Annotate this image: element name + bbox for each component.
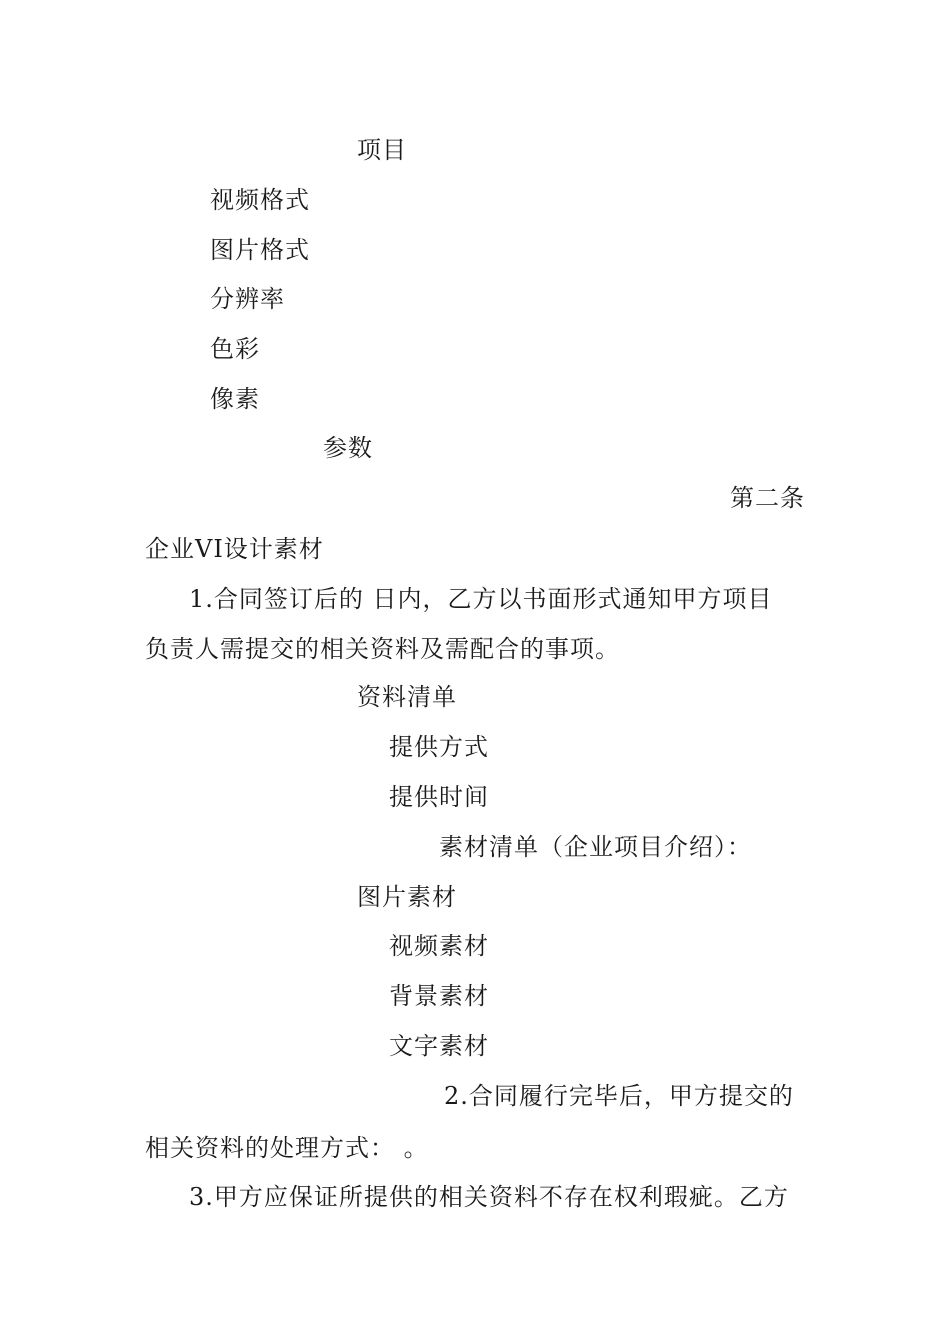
article-title: 企业VI设计素材 xyxy=(145,535,324,563)
material-item-images: 图片素材 xyxy=(357,883,457,911)
clause-2-line-1: 2.合同履行完毕后，甲方提交的 xyxy=(444,1082,794,1110)
table-row-video-format: 视频格式 xyxy=(210,186,310,214)
material-item-background: 背景素材 xyxy=(389,982,489,1010)
materials-list-header: 资料清单 xyxy=(357,683,457,711)
clause-3-line-1: 3.甲方应保证所提供的相关资料不存在权利瑕疵。乙方 xyxy=(189,1183,789,1211)
clause-1-line-1: 1.合同签订后的 日内，乙方以书面形式通知甲方项目 xyxy=(189,585,773,613)
table-row-color: 色彩 xyxy=(210,335,260,363)
provision-method-header: 提供方式 xyxy=(389,733,489,761)
clause-2-line-2: 相关资料的处理方式： 。 xyxy=(145,1134,429,1162)
materials-subheader: 素材清单（企业项目介绍）： xyxy=(439,833,752,861)
table-row-resolution: 分辨率 xyxy=(210,285,285,313)
material-item-video: 视频素材 xyxy=(389,932,489,960)
table-header-param: 参数 xyxy=(323,434,373,462)
material-item-text: 文字素材 xyxy=(389,1032,489,1060)
clause-1-line-2: 负责人需提交的相关资料及需配合的事项。 xyxy=(145,635,620,663)
article-number: 第二条 xyxy=(730,484,805,512)
provision-time-header: 提供时间 xyxy=(389,783,489,811)
table-row-image-format: 图片格式 xyxy=(210,236,310,264)
table-row-pixels: 像素 xyxy=(210,385,260,413)
table-header-item: 项目 xyxy=(357,136,407,164)
